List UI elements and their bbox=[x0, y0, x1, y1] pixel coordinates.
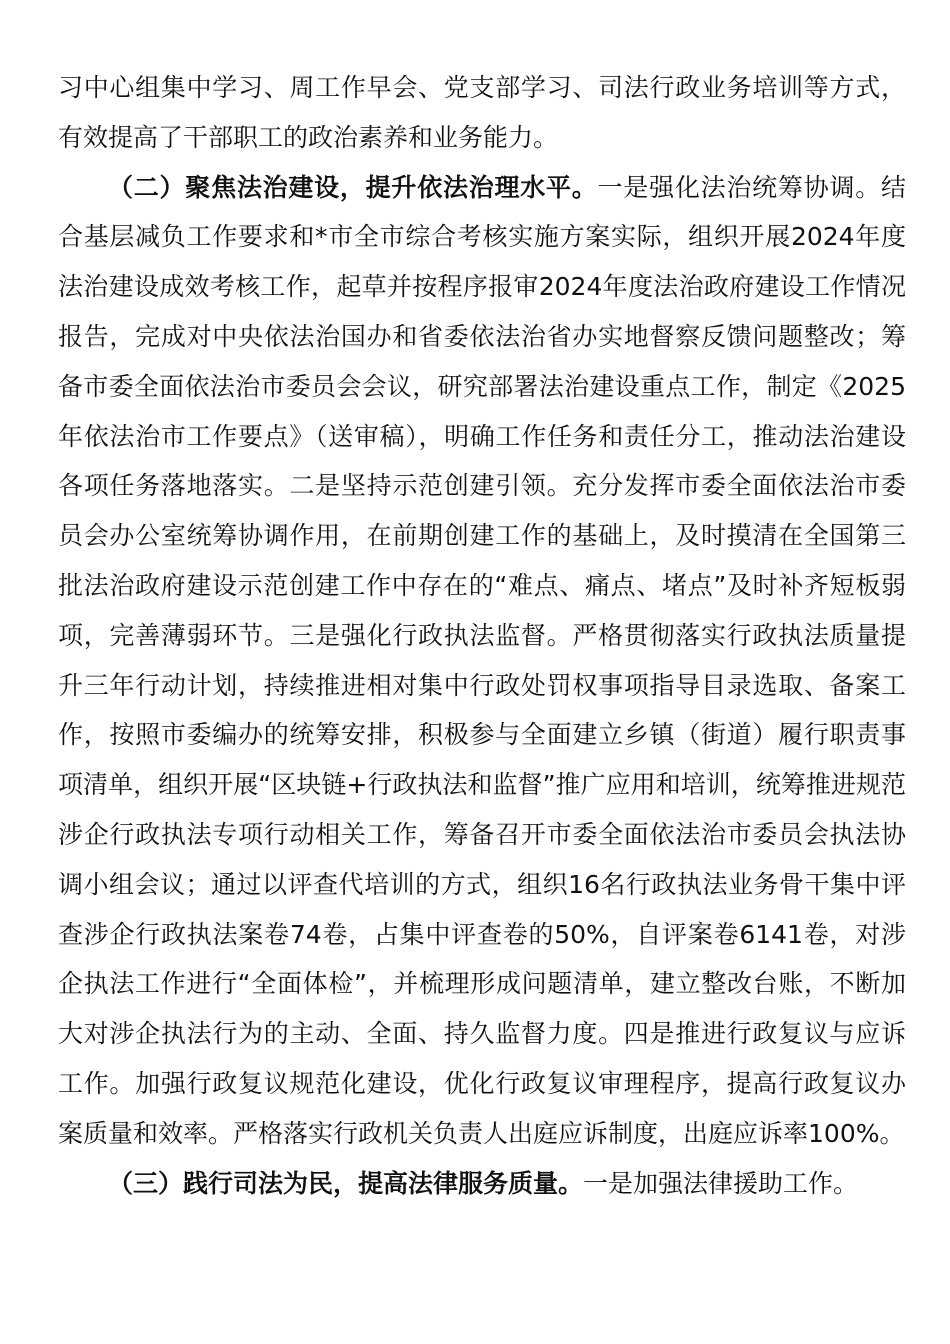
document-page bbox=[58, 63, 906, 1208]
paragraph-continuation bbox=[58, 63, 906, 163]
paragraph-text: 习中心组集中学习、周工作早会、党支部学习、司法行政业务培训等方式，有效提高了干部职工的政治素养和业务能力。 bbox=[58, 73, 906, 152]
section-heading: （三）践行司法为民，提高法律服务质量。 bbox=[108, 1168, 584, 1198]
paragraph-section-3 bbox=[58, 1159, 906, 1209]
paragraph-text: 一是强化法治统筹协调。结合基层减负工作要求和*市全市综合考核实施方案实际，组织开展2024年度法治建设成效考核工作，起草并按程序报审2024年度法治政府建设工作情况报告，完成对中央依法治国办和省委依法治省办实地督察反馈问题整改；筹备市委全面依法治市委员会会议，研究部署法治建设重点工作，制定《2025年依法治市工作要点》（送审稿），明确工作任务和责任分工，推动法治建设各项任务落地落实。二是坚持示范创建引领。充分发挥市委全面依法治市委员会办公室统筹协调作用，在前期创建工作的基础上，及时摸清在全国第三批法治政府建设示范创建工作中存在的“难点、痛点、堵点”及时补齐短板弱项，完善薄弱环节。三是强化行政执法监督。严格贯彻落实行政执法质量提升三年行动计划，持续推进相对集中行政处罚权事项指导目录选取、备案工作，按照市委编办的统筹安排，积极参与全面建立乡镇（街道）履行职责事项清单，组织开展“区块链+行政执法和监督”推广应用和培训，统筹推进规范涉企行政执法专项行动相关工作，筹备召开市委全面依法治市委员会执法协调小组会议；通过以评查代培训的方式，组织16名行政执法业务骨干集中评查涉企行政执法案卷74卷，占集中评查卷的50%，自评案卷6141卷，对涉企执法工作进行“全面体检”，并梳理形成问题清单，建立整改台账，不断加大对涉企执法行为的主动、全面、持久监督力度。四是推进行政复议与应诉工作。加强行政复议规范化建设，优化行政复议审理程序，提高行政复议办案质量和效率。严格落实行政机关负责人出庭应诉制度，出庭应诉率100%。 bbox=[58, 172, 906, 1148]
paragraph-text: 一是加强法律援助工作。 bbox=[583, 1168, 859, 1198]
paragraph-section-2 bbox=[58, 163, 906, 1159]
section-heading: （二）聚焦法治建设，提升依法治理水平。 bbox=[108, 172, 598, 202]
